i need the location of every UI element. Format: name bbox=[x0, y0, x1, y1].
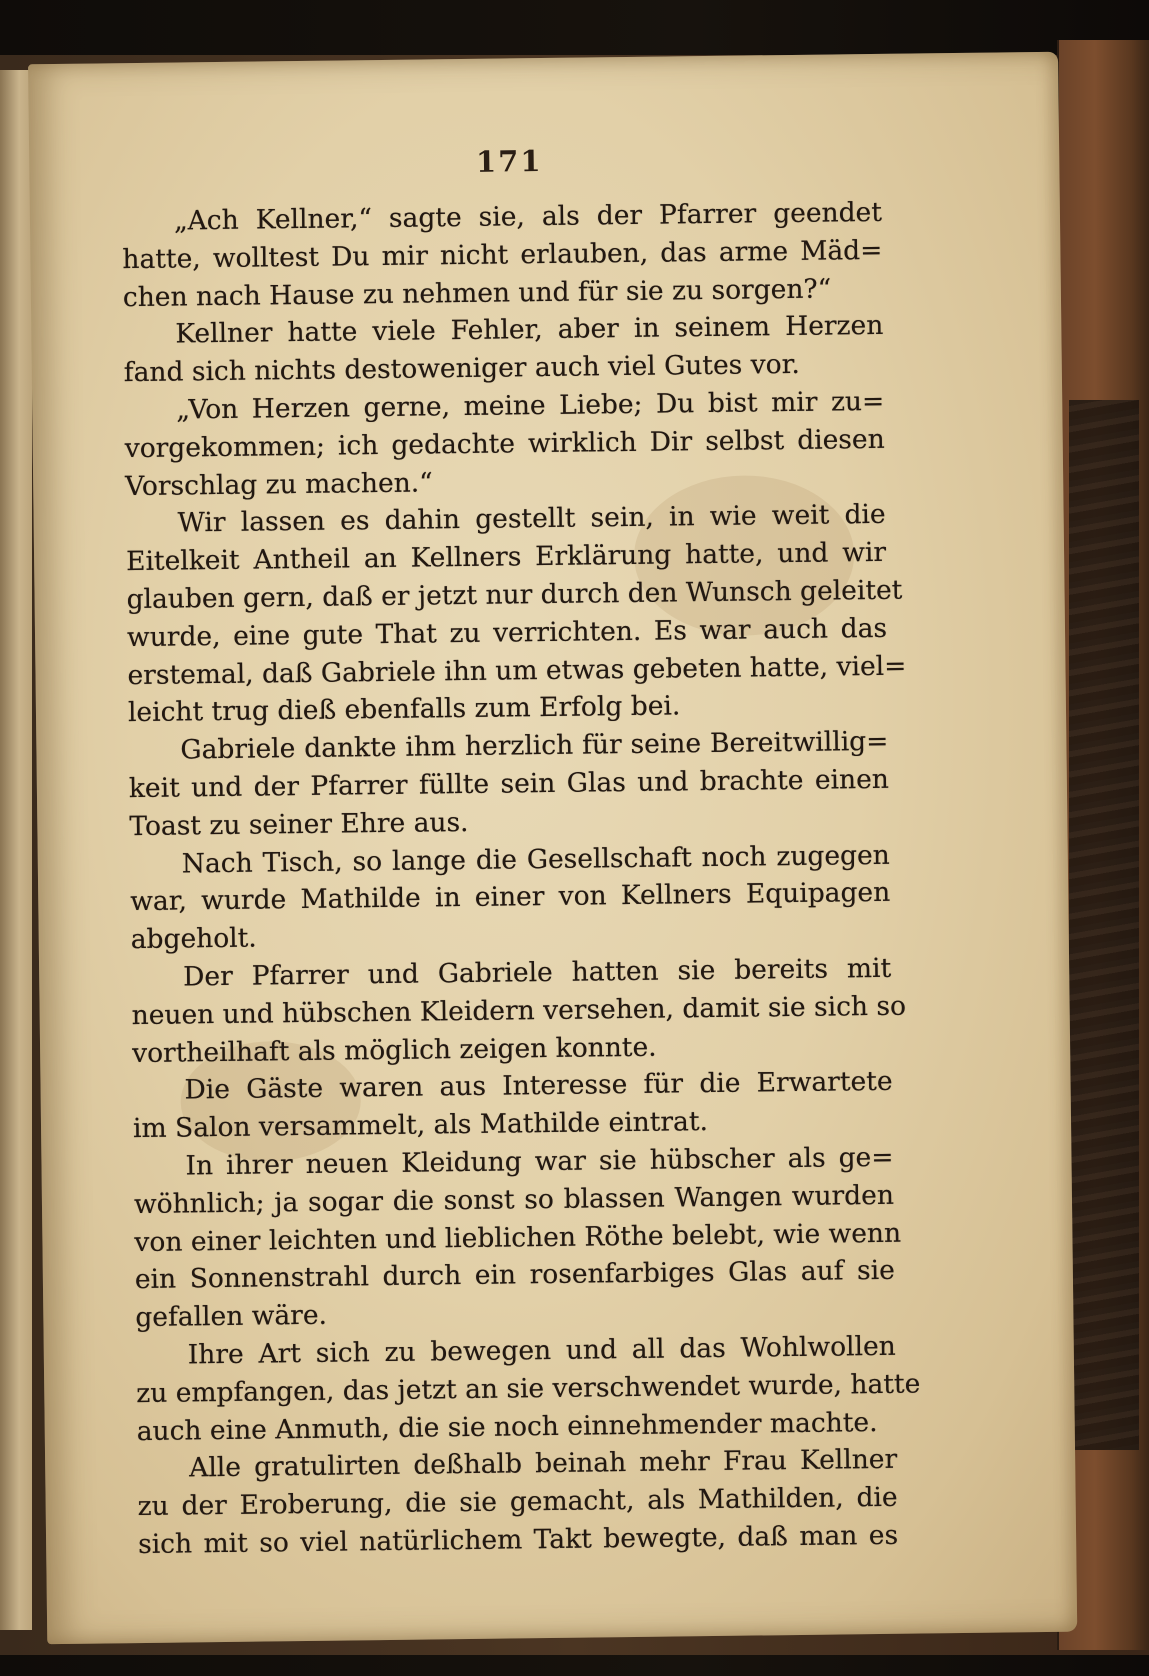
body-text bbox=[122, 194, 921, 1564]
text-line: war, wurde Mathilde in einer von Kellners Equipagen bbox=[130, 877, 891, 918]
text-line: im Salon versammelt, als Mathilde eintrat. bbox=[132, 1106, 709, 1145]
text-line: hatte, wolltest Du mir nicht erlauben, das arme Mäd= bbox=[122, 234, 883, 275]
text-line: Gabriele dankte ihm herzlich für seine Bereitwillig= bbox=[180, 725, 889, 766]
text-line: Die Gäste waren aus Interesse für die Erwartete bbox=[184, 1066, 893, 1106]
text-line: wurde, eine gute That zu verrichten. Es war auch das bbox=[126, 612, 888, 653]
text-line: Vorschlag zu machen.“ bbox=[125, 466, 433, 502]
text-line: vorgekommen; ich gedachte wirklich Dir selbst diesen bbox=[124, 423, 885, 464]
text-line: wöhnlich; ja sogar die sonst so blassen Wangen wurden bbox=[133, 1179, 895, 1220]
text-line: Toast zu seiner Ehre aus. bbox=[129, 806, 469, 842]
text-line: Nach Tisch, so lange die Gesellschaft noch zugegen bbox=[181, 839, 890, 880]
book-page bbox=[28, 52, 1077, 1644]
text-line: „Von Herzen gerne, meine Liebe; Du bist mir zu= bbox=[176, 385, 885, 426]
text-line: abgeholt. bbox=[130, 922, 257, 956]
text-line: keit und der Pfarrer füllte sein Glas und brachte einen bbox=[128, 763, 890, 805]
text-line: sich mit so viel natürlichem Takt bewegte, daß man es bbox=[137, 1519, 899, 1560]
page-number: 171 bbox=[475, 144, 543, 179]
text-line: ein Sonnenstrahl durch ein rosenfarbiges Glas auf sie bbox=[134, 1255, 896, 1296]
text-line: zu empfangen, das jetzt an sie verschwendet wurde, hatte bbox=[136, 1368, 921, 1409]
text-line: Ihre Art sich zu bewegen und all das Wohlwollen bbox=[187, 1330, 896, 1371]
text-line: Der Pfarrer und Gabriele hatten sie bereits mit bbox=[183, 952, 892, 993]
text-line: Wir lassen es dahin gestellt sein, in wie weit die bbox=[177, 499, 886, 539]
text-line: In ihrer neuen Kleidung war sie hübscher als ge= bbox=[185, 1141, 894, 1182]
text-line: chen nach Hause zu nehmen und für sie zu sorgen?“ bbox=[122, 273, 832, 313]
text-line: vortheilhaft als möglich zeigen konnte. bbox=[131, 1031, 657, 1069]
text-line: „Ach Kellner,“ sagte sie, als der Pfarrer geendet bbox=[173, 196, 883, 237]
text-line: Alle gratulirten deßhalb beinah mehr Frau Kellner bbox=[189, 1444, 898, 1484]
text-line: erstemal, daß Gabriele ihn um etwas gebeten hatte, viel= bbox=[127, 650, 907, 691]
text-line: von einer leichten und lieblichen Röthe belebt, wie wenn bbox=[134, 1217, 902, 1258]
text-line: neuen und hübschen Kleidern versehen, damit sie sich so bbox=[131, 990, 907, 1031]
text-line: glauben gern, daß er jetzt nur durch den Wunsch geleitet bbox=[126, 574, 903, 616]
text-line: leicht trug dieß ebenfalls zum Erfolg bei. bbox=[127, 690, 681, 729]
text-line: Kellner hatte viele Fehler, aber in seinem Herzen bbox=[175, 310, 884, 350]
text-line: zu der Eroberung, die sie gemacht, als Mathilden, die bbox=[137, 1481, 898, 1523]
text-line: Eitelkeit Antheil an Kellners Erklärung hatte, und wir bbox=[125, 537, 887, 578]
left-page-edge bbox=[0, 70, 32, 1630]
text-line: gefallen wäre. bbox=[135, 1299, 328, 1334]
text-line: fand sich nichts destoweniger auch viel Gutes vor. bbox=[123, 349, 800, 389]
text-line: auch eine Anmuth, die sie noch einnehmender machte. bbox=[136, 1406, 878, 1447]
